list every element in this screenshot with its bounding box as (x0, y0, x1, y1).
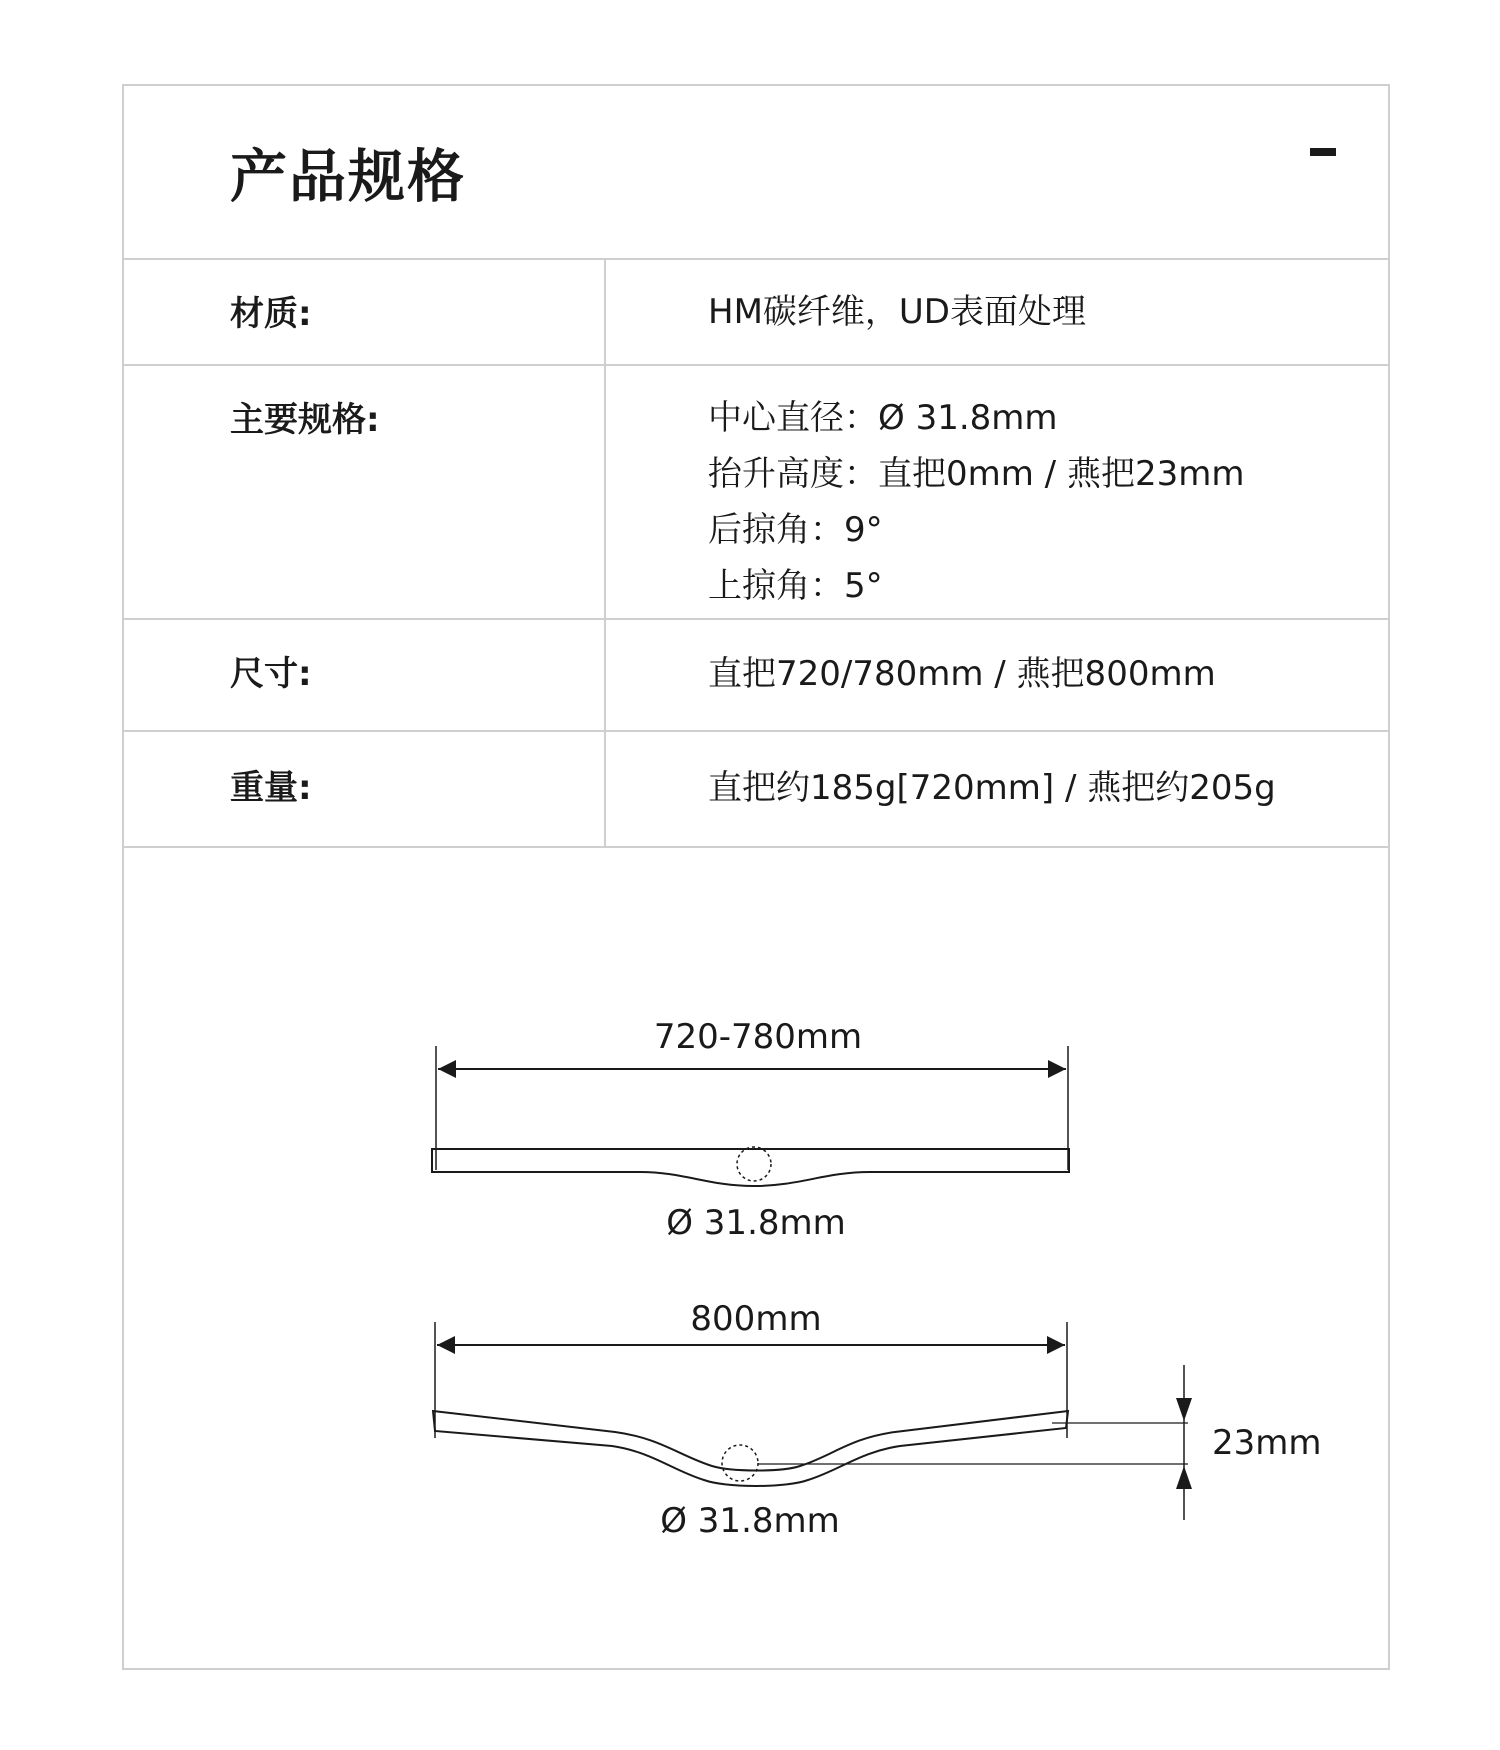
clamp-center-circle (737, 1147, 771, 1181)
spec-value: 中心直径：Ø 31.8mm (708, 398, 1058, 438)
spec-value: 后掠角：9° (708, 510, 883, 550)
riser-bar-shape (433, 1411, 1068, 1486)
riser-bar-diameter-label: Ø 31.8mm (660, 1501, 840, 1541)
spec-value: 上掠角：5° (708, 566, 883, 606)
spec-value: 直把720/780mm / 燕把800mm (708, 654, 1216, 694)
riser-bar-drawing (433, 1299, 1322, 1541)
flat-bar-diameter-label: Ø 31.8mm (666, 1203, 846, 1243)
flat-bar-width-label: 720-780mm (653, 1017, 863, 1057)
spec-value: 抬升高度：直把0mm / 燕把23mm (708, 454, 1245, 494)
rise-arrow-down (1176, 1398, 1192, 1421)
page-title: 产品规格 (230, 144, 466, 210)
rise-arrow-up (1176, 1466, 1192, 1489)
riser-bar-width-label: 800mm (690, 1299, 822, 1339)
spec-value: 直把约185g[720mm] / 燕把约205g (708, 768, 1276, 808)
spec-label: 主要规格: (230, 400, 380, 440)
flat-bar-drawing (432, 1017, 1069, 1243)
clamp-center-circle (722, 1445, 758, 1481)
spec-label: 尺寸: (230, 654, 312, 694)
spec-label: 材质: (230, 294, 312, 334)
spec-value: HM碳纤维，UD表面处理 (708, 292, 1086, 332)
spec-label: 重量: (230, 768, 312, 808)
rise-label: 23mm (1212, 1423, 1322, 1463)
